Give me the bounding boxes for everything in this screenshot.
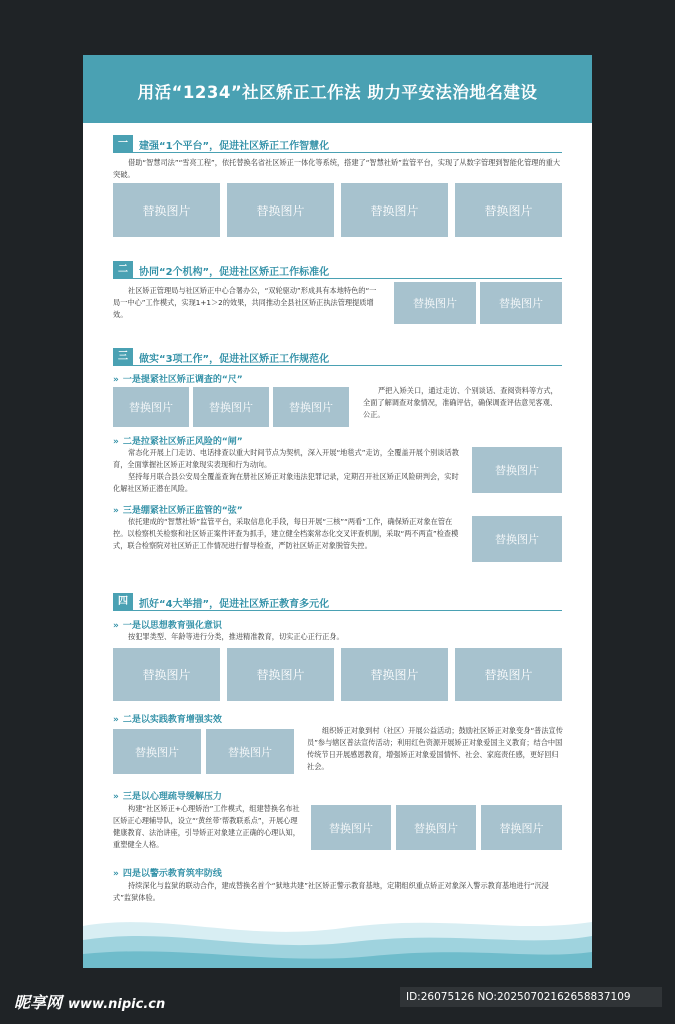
image-placeholder: 替换图片 (193, 387, 269, 427)
section-4-number: 四 (113, 593, 133, 610)
section-2-text: 社区矫正管理局与社区矫正中心合署办公，“双轮驱动”形成具有本地特色的“一局一中心”工作模式，实现1+1＞2的效果，共同推动全县社区矫正执法管理提质增效。 (113, 286, 377, 319)
bullet-icon: » (113, 715, 119, 725)
image-placeholder: 替换图片 (396, 805, 476, 850)
image-placeholder: 替换图片 (113, 648, 220, 701)
image-placeholder: 替换图片 (311, 805, 391, 850)
subsection-4-3-title: » 三是以心理疏导缓解压力 (113, 792, 222, 802)
subsection-4-4-title: » 四是以警示教育筑牢防线 (113, 869, 222, 879)
image-placeholder: 替换图片 (113, 729, 201, 774)
poster (83, 55, 592, 968)
section-2-title: 协同“2个机构”，促进社区矫正工作标准化 (139, 267, 330, 278)
image-placeholder: 替换图片 (113, 387, 189, 427)
image-placeholder: 替换图片 (273, 387, 349, 427)
section-2-number: 二 (113, 261, 133, 278)
image-placeholder: 替换图片 (394, 282, 476, 324)
watermark-id: ID:26075126 NO:20250702162658837109 (400, 987, 662, 1007)
subsection-3-2-text: 常态化开展上门走访、电话排查以重大时间节点为契机，深入开展“地毯式”走访，全覆盖开展个别谈话教育，全面掌握社区矫正对象现实表现和行为动向。 (113, 448, 459, 469)
image-placeholder: 替换图片 (113, 183, 220, 237)
bullet-icon: » (113, 506, 119, 516)
subsection-4-2-title: » 二是以实践教育增强实效 (113, 715, 222, 725)
section-1-text: 借助“智慧司法”“雪亮工程”，依托替换名省社区矫正一体化等系统，搭建了“智慧社矫”监管平台，实现了从数字管理到智能化管理的重大突破。 (113, 158, 561, 179)
section-2-heading (113, 261, 562, 279)
bullet-icon: » (113, 792, 119, 802)
image-placeholder: 替换图片 (455, 648, 562, 701)
subsection-4-4-text: 持续深化与监狱的联动合作，建成替换名首个“狱地共建”社区矫正警示教育基地，定期组织重点矫正对象深入警示教育基地进行“沉浸式”监狱体验。 (113, 881, 549, 902)
subsection-4-3-text: 构建“社区矫正+心理矫治”工作模式，组建替换名布社区矫正心理辅导队，设立“‘黄丝带’帮教联系点”，开展心理健康教育、法治讲座，引导矫正对象建立正确的心理认知，重塑健全人格。 (113, 804, 300, 849)
image-placeholder: 替换图片 (455, 183, 562, 237)
image-placeholder: 替换图片 (227, 648, 334, 701)
section-4-heading (113, 593, 562, 611)
section-1-heading (113, 135, 562, 153)
subsection-4-2-text: 组织矫正对象到村（社区）开展公益活动；鼓励社区矫正对象变身“普法宣传员”参与辖区普法宣传活动；利用红色资源开展矫正对象爱国主义教育；结合中国传统节日开展感恩教育，增强矫正对象爱国情怀、社会、家庭责任感，更好回归社会。 (307, 726, 563, 771)
bullet-icon: » (113, 621, 119, 631)
section-4-title: 抓好“4大举措”，促进社区矫正教育多元化 (139, 599, 330, 610)
section-3-number: 三 (113, 348, 133, 365)
image-placeholder: 替换图片 (341, 183, 448, 237)
section-3-heading (113, 348, 562, 366)
image-placeholder: 替换图片 (206, 729, 294, 774)
bullet-icon: » (113, 375, 119, 385)
watermark-brand: 昵享网 www.nipic.cn (14, 993, 166, 1012)
subsection-3-2-title: » 二是拉紧社区矫正风险的“闸” (113, 437, 243, 447)
subsection-3-1-text: 严把入矫关口，通过走访、个别谈话、查阅资料等方式，全面了解调查对象情况，准确评估，确保调查评估意见客观、公正。 (363, 386, 558, 419)
subsection-4-1-title: » 一是以思想教育强化意识 (113, 621, 222, 631)
section-3-title: 做实“3项工作”，促进社区矫正工作规范化 (139, 354, 330, 365)
image-placeholder: 替换图片 (481, 805, 562, 850)
image-placeholder: 替换图片 (227, 183, 334, 237)
page-title: 用活“1234”社区矫正工作法 助力平安法治地名建设 (137, 83, 538, 102)
image-placeholder: 替换图片 (472, 447, 562, 493)
subsection-3-2-text-2: 坚持每月联合县公安局全覆盖查询在册社区矫正对象违法犯罪记录，定期召开社区矫正风险研判会，实时化解社区矫正潜在风险。 (113, 472, 459, 493)
subsection-3-3-text: 依托建成的“智慧社矫”监管平台，采取信息化手段，每日开展“三核”“两看”工作，确保矫正对象在管在控。以检察机关检察和社区矫正案件评查为抓手，建立健全档案常态化交叉评查机制，采取“两不两直”检查模式，联合检察院对社区矫正工作情况进行督导检查，严防社区矫正对象脱管失控。 (113, 517, 459, 550)
section-1-number: 一 (113, 135, 133, 152)
subsection-4-1-text: 按犯罪类型、年龄等进行分类，推进精准教育，切实正心正行正身。 (128, 632, 344, 641)
bullet-icon: » (113, 437, 119, 447)
image-placeholder: 替换图片 (341, 648, 448, 701)
image-placeholder: 替换图片 (472, 516, 562, 562)
header-banner (83, 55, 592, 123)
bullet-icon: » (113, 869, 119, 879)
subsection-3-1-title: » 一是提紧社区矫正调查的“尺” (113, 375, 243, 385)
section-1-title: 建强“1个平台”，促进社区矫正工作智慧化 (139, 141, 330, 152)
decorative-waves (83, 908, 592, 968)
subsection-3-3-title: » 三是绷紧社区矫正监管的“弦” (113, 506, 243, 516)
image-placeholder: 替换图片 (480, 282, 562, 324)
